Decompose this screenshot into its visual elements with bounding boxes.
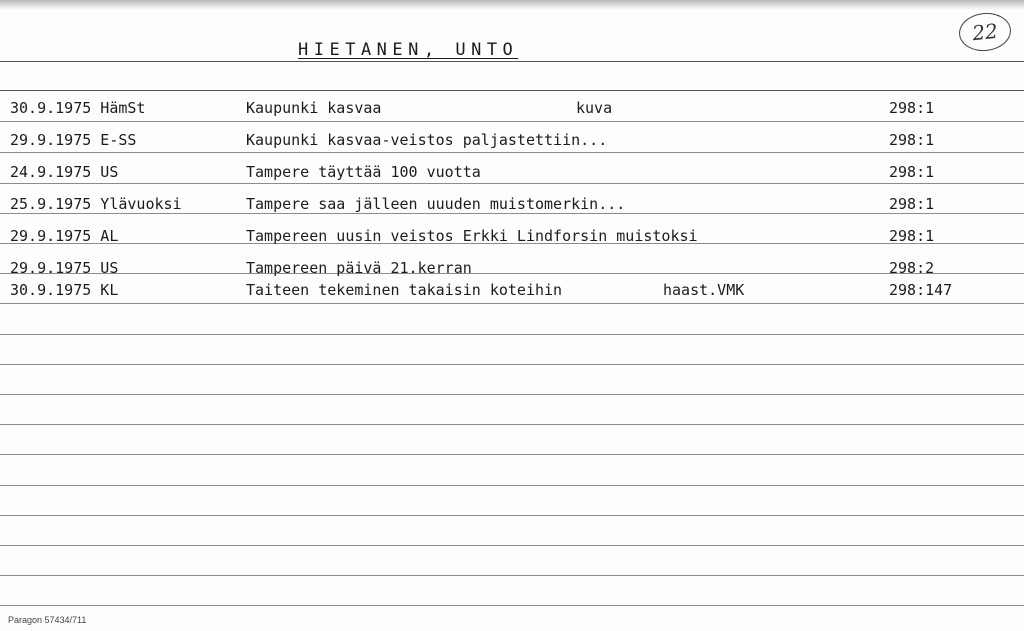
ruled-line	[0, 424, 1024, 425]
header-rule	[0, 90, 1024, 91]
entry-row	[0, 192, 1024, 216]
ruled-line	[0, 454, 1024, 455]
entry-reference: 298:1	[889, 131, 935, 149]
card-number-circled: 22	[957, 10, 1013, 53]
entry-reference: 298:1	[889, 163, 935, 181]
entry-title: Kaupunki kasvaa	[246, 99, 382, 117]
entry-date-source: 24.9.1975 US	[10, 163, 119, 181]
entry-title: Tampereen uusin veistos Erkki Lindforsin muistoksi	[246, 227, 698, 245]
ruled-line	[0, 545, 1024, 546]
ruled-line	[0, 334, 1024, 335]
entry-row	[0, 160, 1024, 184]
entry-title: Tampere saa jälleen uuuden muistomerkin...	[246, 195, 626, 213]
entry-row	[0, 278, 1024, 302]
scan-edge-shadow	[0, 0, 1024, 10]
entry-date-source: 29.9.1975 E-SS	[10, 131, 137, 149]
entry-title: Tampere täyttää 100 vuotta	[246, 163, 481, 181]
entry-date-source: 29.9.1975 US	[10, 259, 119, 277]
entry-row	[0, 224, 1024, 248]
entry-date-source: 30.9.1975 KL	[10, 281, 119, 299]
ruled-line	[0, 605, 1024, 606]
ruled-line	[0, 364, 1024, 365]
ruled-line	[0, 515, 1024, 516]
entry-title: Kaupunki kasvaa-veistos paljastettiin...	[246, 131, 608, 149]
entry-title: Tampereen päivä 21.kerran	[246, 259, 472, 277]
ruled-line	[0, 485, 1024, 486]
card-print-footer: Paragon 57434/711	[8, 615, 87, 625]
entry-row	[0, 256, 1024, 280]
ruled-line	[0, 121, 1024, 122]
ruled-line	[0, 152, 1024, 153]
entry-reference: 298:147	[889, 281, 953, 299]
entry-reference: 298:1	[889, 227, 935, 245]
entry-reference: 298:1	[889, 195, 935, 213]
entry-date-source: 29.9.1975 AL	[10, 227, 119, 245]
ruled-line	[0, 575, 1024, 576]
header-rule	[0, 61, 1024, 62]
entry-row	[0, 96, 1024, 120]
entry-row	[0, 128, 1024, 152]
entry-note: kuva	[576, 99, 613, 117]
entry-date-source: 30.9.1975 HämSt	[10, 99, 146, 117]
ruled-line	[0, 394, 1024, 395]
entry-title: Taiteen tekeminen takaisin koteihin	[246, 281, 563, 299]
entry-reference: 298:1	[889, 99, 935, 117]
card-name-heading: HIETANEN, UNTO	[298, 40, 519, 60]
ruled-line	[0, 303, 1024, 304]
entry-date-source: 25.9.1975 Ylävuoksi	[10, 195, 182, 213]
entry-reference: 298:2	[889, 259, 935, 277]
entry-note: haast.VMK	[663, 281, 745, 299]
